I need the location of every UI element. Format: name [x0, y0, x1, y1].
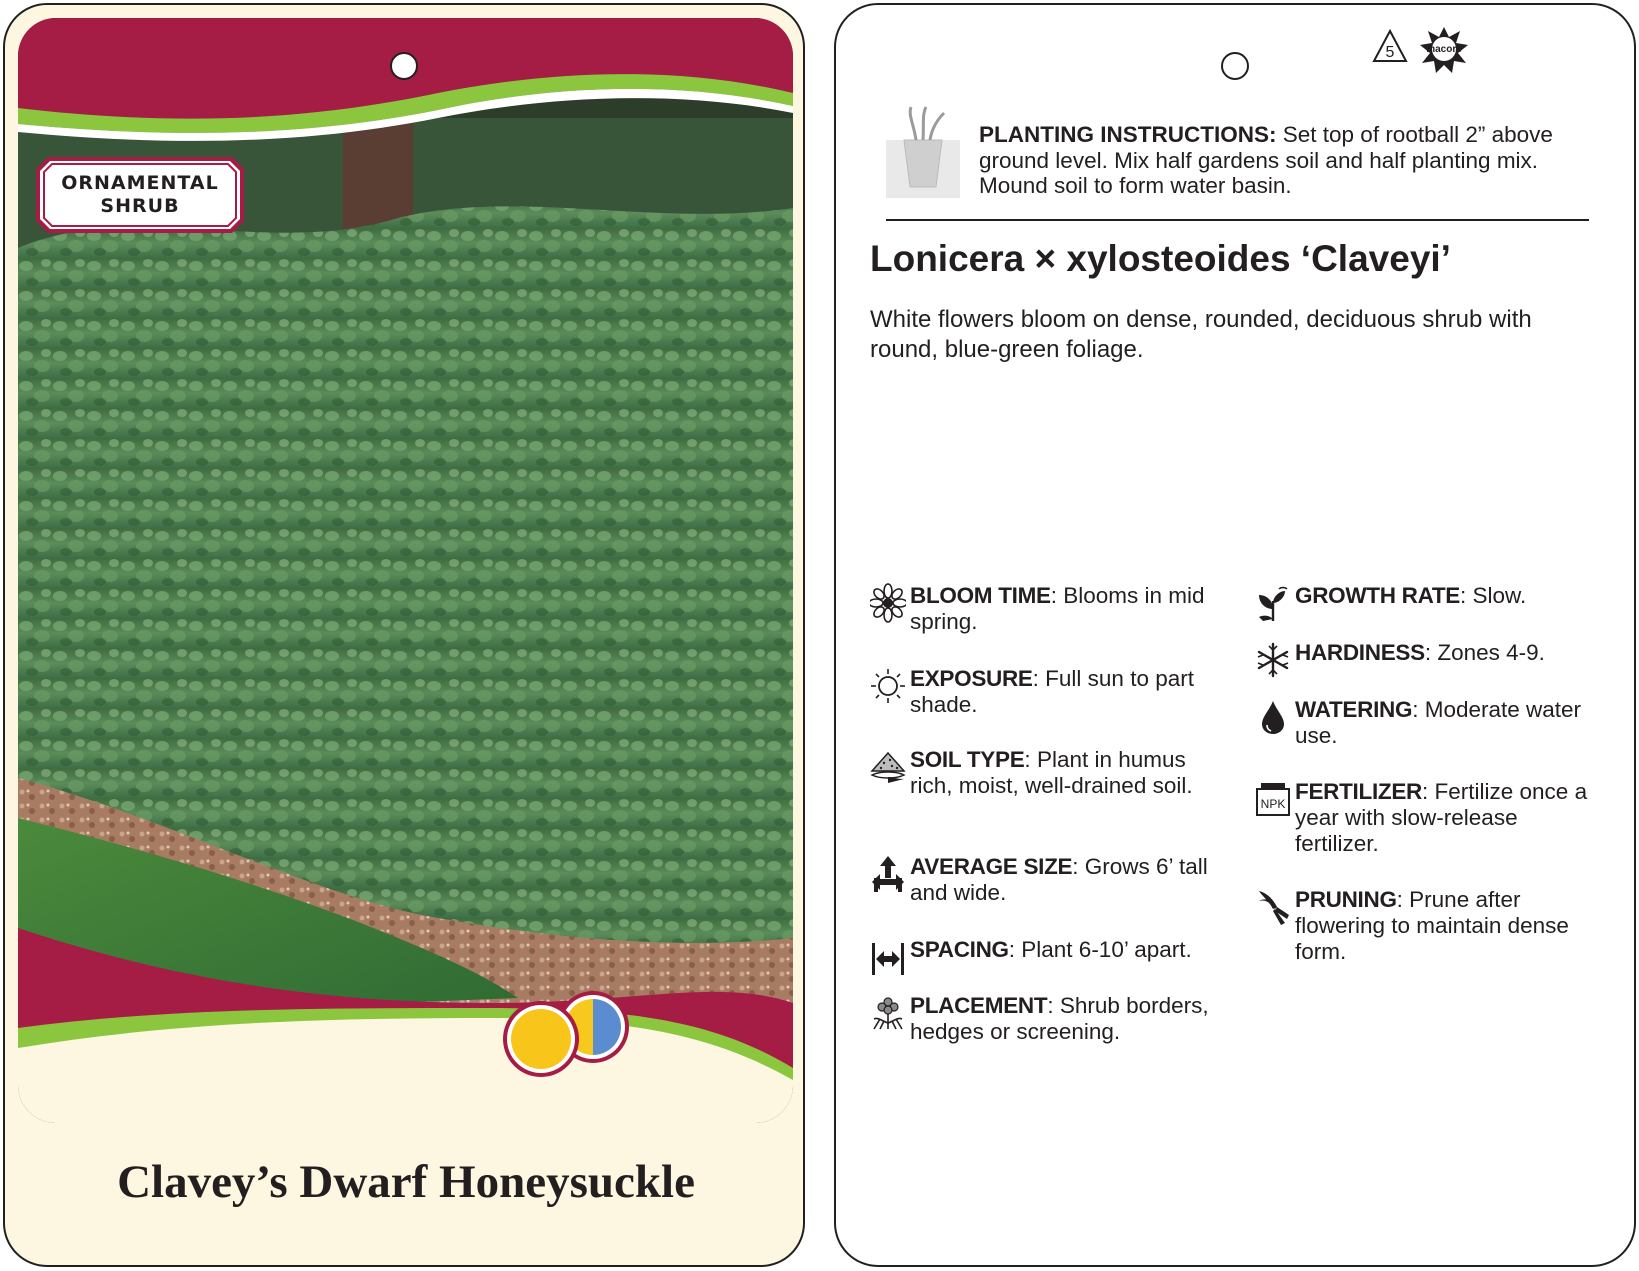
attr-label: BLOOM TIME — [910, 583, 1051, 608]
recycle-icon — [1372, 27, 1482, 73]
water-drop-icon — [1255, 697, 1291, 737]
macore-brand: macore — [1426, 44, 1462, 55]
flower-icon — [870, 583, 906, 623]
attr-spacing: SPACING: Plant 6-10’ apart. — [870, 937, 1210, 977]
attr-label: PRUNING — [1295, 887, 1397, 912]
attr-label: FERTILIZER — [1295, 779, 1422, 804]
attr-value: Blooms in mid spring. — [910, 583, 1205, 634]
planting-instructions — [886, 105, 1586, 205]
planting-text: Set top of rootball 2” above ground level. Mix half gardens soil and half planting mix. Mound soil to form water basin. — [979, 122, 1553, 198]
attr-value: Plant 6-10’ apart. — [1021, 937, 1192, 962]
attr-growth-rate: GROWTH RATE: Slow. — [1255, 583, 1615, 623]
hang-hole — [390, 52, 418, 80]
fertilizer-icon — [1255, 779, 1291, 819]
attr-label: PLACEMENT — [910, 993, 1048, 1018]
soil-icon — [870, 747, 906, 787]
attr-value: Prune after flowering to maintain dense form. — [1295, 887, 1569, 964]
spacing-icon — [870, 937, 906, 977]
attr-label: AVERAGE SIZE — [910, 854, 1073, 879]
attr-value: Fertilize once a year with slow-release fertilizer. — [1295, 779, 1588, 856]
snowflake-icon — [1255, 640, 1291, 680]
attr-value: Slow. — [1472, 583, 1527, 608]
attr-value: Full sun to part shade. — [910, 666, 1194, 717]
attr-value: Plant in humus rich, moist, well-drained soil. — [910, 747, 1193, 798]
growth-icon — [1255, 583, 1291, 623]
divider — [886, 219, 1589, 221]
pruners-icon — [1255, 887, 1291, 927]
size-icon — [870, 854, 906, 894]
attr-label: GROWTH RATE — [1295, 583, 1461, 608]
attr-watering: WATERING: Moderate water use. — [1255, 697, 1615, 757]
attr-label: SPACING — [910, 937, 1009, 962]
attr-value: Moderate water use. — [1295, 697, 1582, 748]
attr-label: SOIL TYPE — [910, 747, 1025, 772]
attr-pruning: PRUNING: Prune after flowering to maintain dense form. — [1255, 887, 1615, 972]
full-sun-icon — [503, 1001, 579, 1077]
attr-exposure: EXPOSURE: Full sun to part shade. — [870, 666, 1210, 726]
planting-label: PLANTING INSTRUCTIONS: — [979, 122, 1277, 147]
attr-soil-type: SOIL TYPE: Plant in humus rich, moist, well-drained soil. — [870, 747, 1210, 832]
attr-average-size: AVERAGE SIZE: Grows 6’ tall and wide. — [870, 854, 1210, 914]
attr-fertilizer: NPK FERTILIZER: Fertilize once a year with slow-release fertilizer. — [1255, 779, 1615, 864]
attr-hardiness: HARDINESS: Zones 4-9. — [1255, 640, 1615, 680]
attr-value: Shrub borders, hedges or screening. — [910, 993, 1209, 1044]
hang-hole — [1221, 52, 1249, 80]
attr-label: EXPOSURE — [910, 666, 1033, 691]
attr-label: HARDINESS — [1295, 640, 1425, 665]
badge-line-1: ORNAMENTAL — [61, 172, 219, 194]
plant-tag-front — [3, 3, 805, 1267]
npk-label: NPK — [1260, 797, 1286, 811]
sun-icon — [870, 666, 906, 706]
plant-tag-back — [834, 3, 1636, 1267]
exposure-icons — [503, 987, 643, 1079]
macore-logo-icon — [1420, 27, 1468, 73]
category-badge — [36, 157, 244, 233]
plant-description: White flowers bloom on dense, rounded, deciduous shrub with round, blue-green foliage. — [870, 306, 1532, 363]
common-name: Clavey’s Dwarf Honeysuckle — [117, 1156, 695, 1208]
badge-line-2: SHRUB — [100, 195, 180, 217]
recycle-number: 5 — [1385, 44, 1395, 61]
attr-placement: PLACEMENT: Shrub borders, hedges or screening. — [870, 993, 1230, 1053]
latin-name: Lonicera × xylosteoides ‘Claveyi’ — [870, 238, 1451, 279]
attr-label: WATERING — [1295, 697, 1413, 722]
attr-value: Grows 6’ tall and wide. — [910, 854, 1208, 905]
attr-bloom-time: BLOOM TIME: Blooms in mid spring. — [870, 583, 1210, 643]
planting-pot-icon — [886, 105, 960, 200]
attr-value: Zones 4-9. — [1437, 640, 1545, 665]
placement-icon — [870, 993, 906, 1033]
